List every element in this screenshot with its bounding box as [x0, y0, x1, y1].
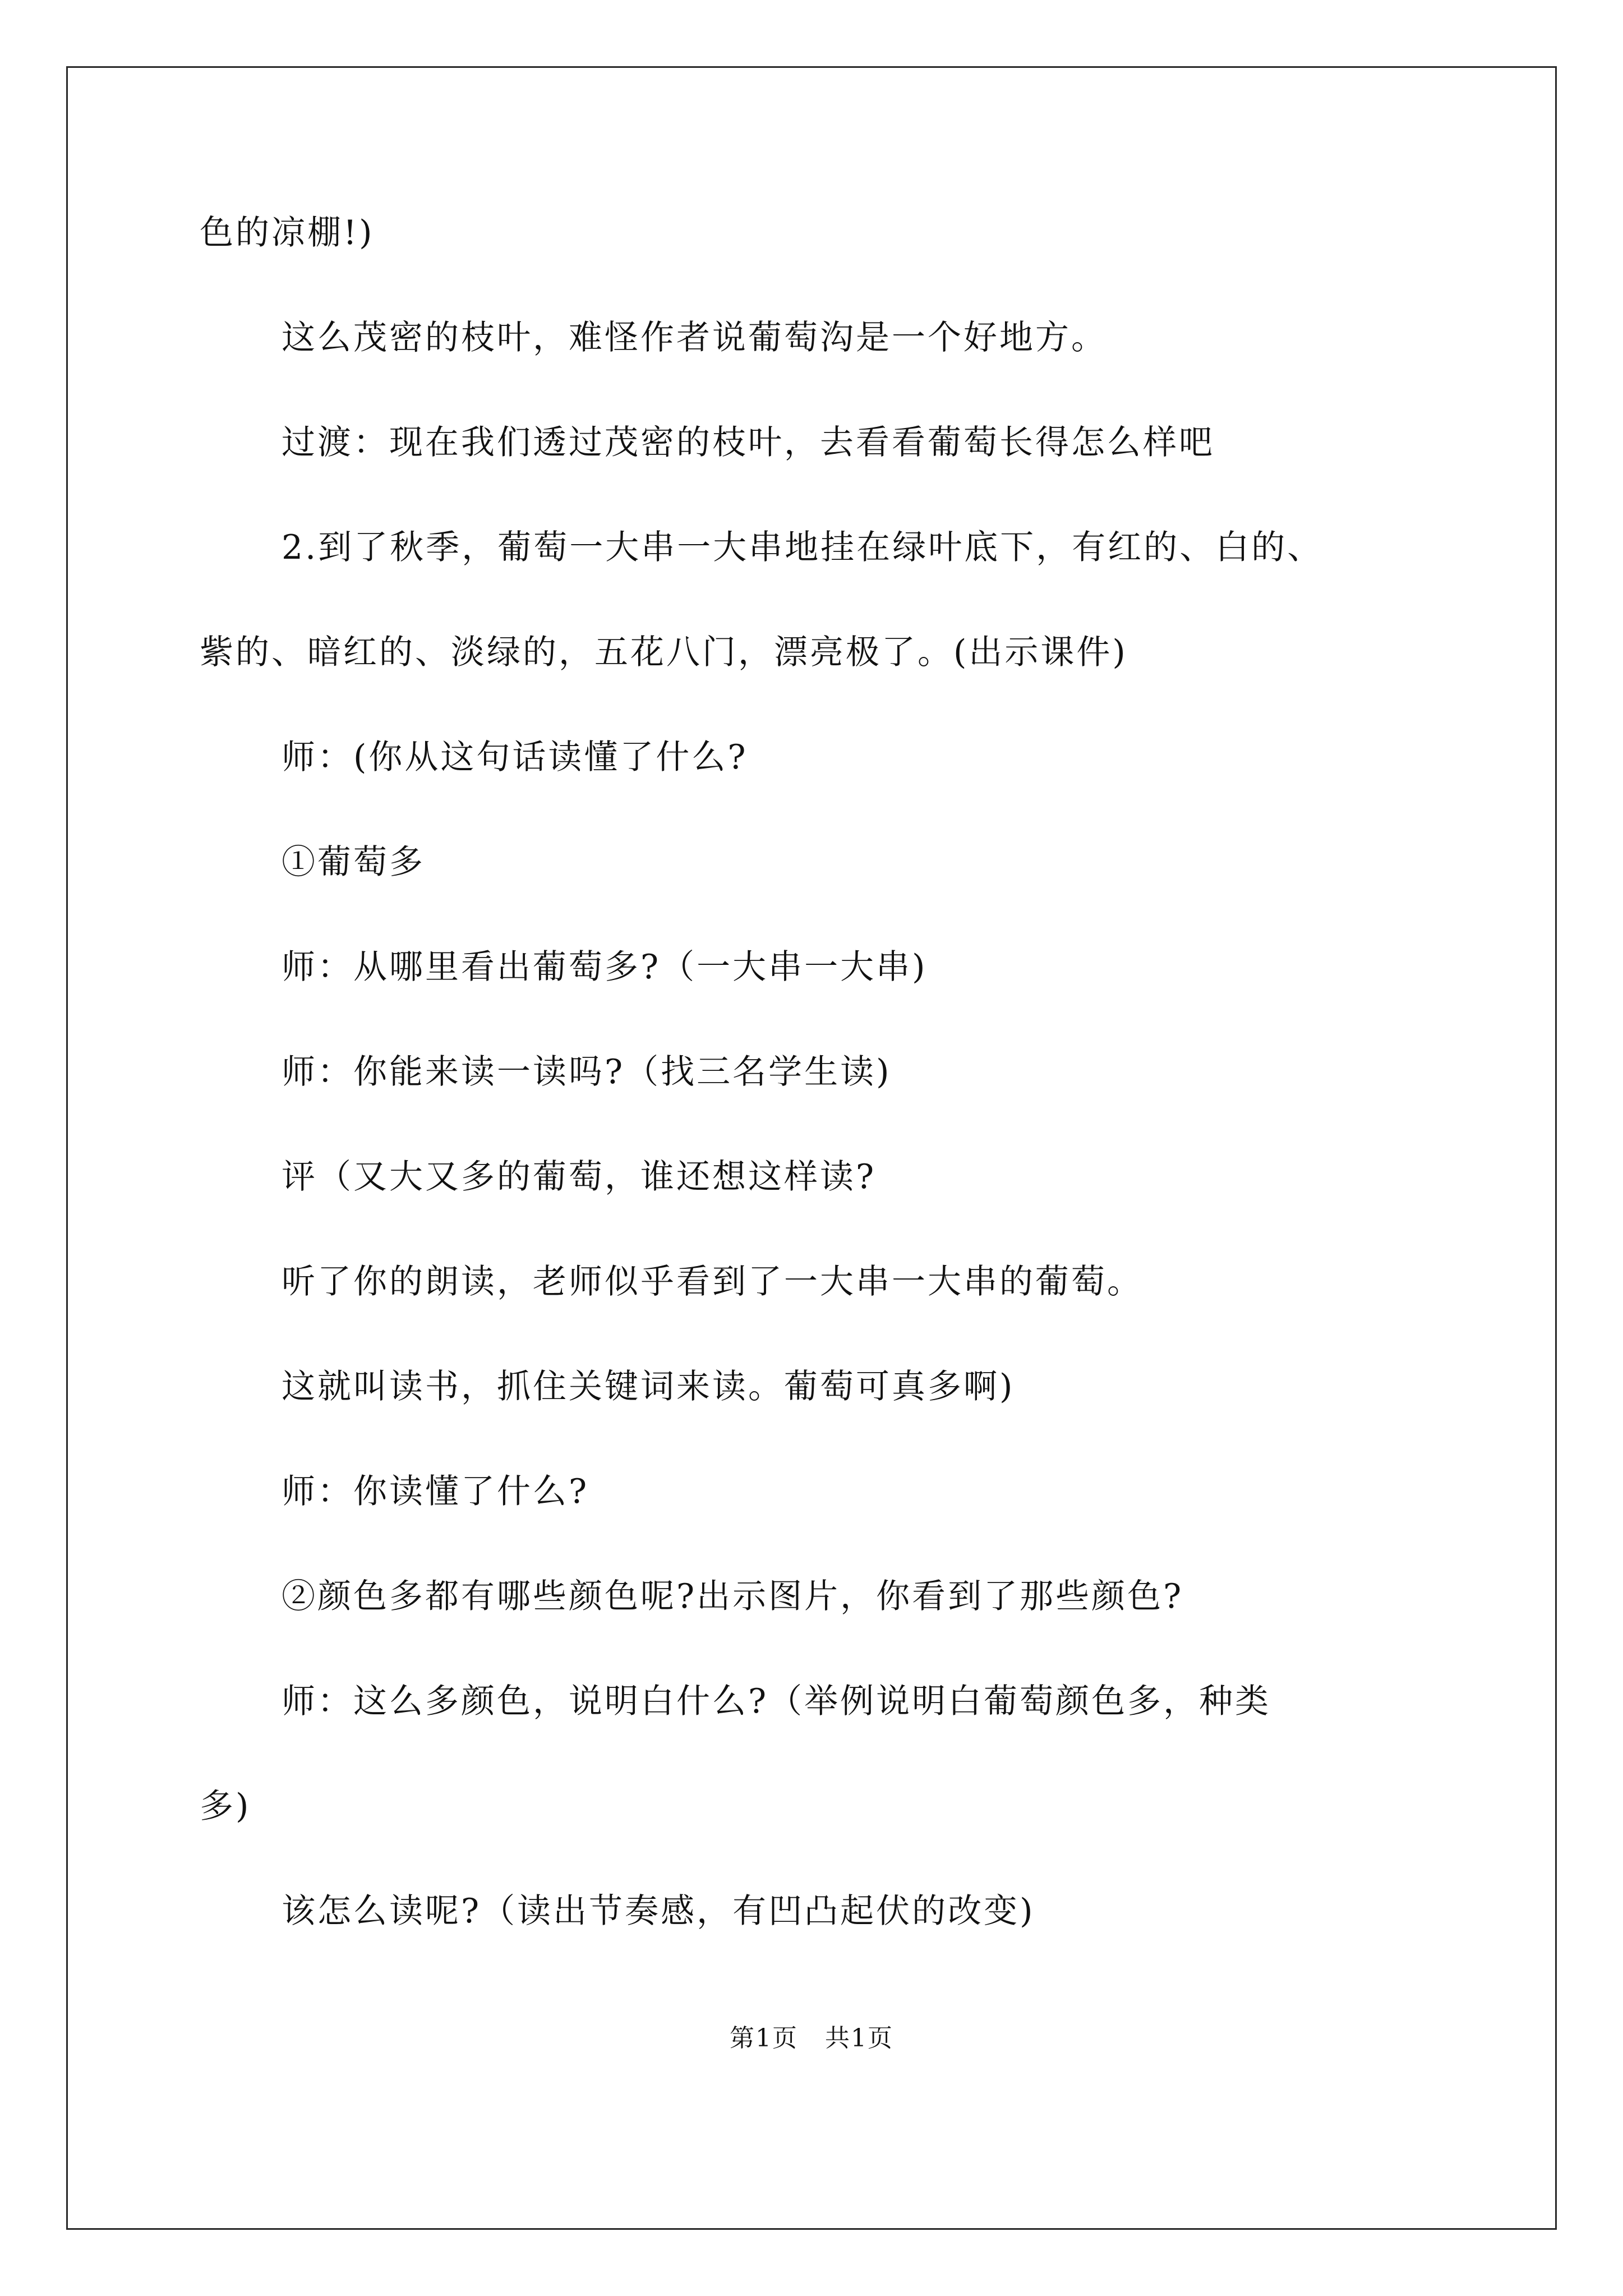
paragraph-line-11: 听了你的朗读，老师似乎看到了一大串一大串的葡萄。	[282, 1262, 1143, 1301]
paragraph-line-9: 师：你能来读一读吗?（找三名学生读)	[282, 1052, 892, 1092]
paragraph-line-8: 师：从哪里看出葡萄多?（一大串一大串)	[282, 947, 928, 987]
paragraph-line-5: 紫的、暗红的、淡绿的，五花八门，漂亮极了。(出示课件)	[200, 633, 1128, 672]
paragraph-line-15: 师：这么多颜色，说明白什么?（举例说明白葡萄颜色多，种类	[282, 1682, 1271, 1721]
paragraph-line-12: 这就叫读书，抓住关键词来读。葡萄可真多啊)	[282, 1367, 1015, 1406]
paragraph-line-13: 师：你读懂了什么?	[282, 1472, 589, 1511]
paragraph-line-14: ②颜色多都有哪些颜色呢?出示图片，你看到了那些颜色?	[282, 1577, 1184, 1616]
paragraph-line-10: 评（又大又多的葡萄，谁还想这样读?	[282, 1157, 877, 1197]
paragraph-line-16: 多)	[200, 1787, 251, 1826]
page-number-footer: 第1页 共1页	[730, 2024, 893, 2053]
paragraph-line-3: 过渡：现在我们透过茂密的枝叶，去看看葡萄长得怎么样吧	[282, 423, 1215, 462]
paragraph-line-4: 2.到了秋季，葡萄一大串一大串地挂在绿叶底下，有红的、白的、	[282, 528, 1324, 567]
paragraph-line-17: 该怎么读呢?（读出节奏感，有凹凸起伏的改变)	[282, 1892, 1035, 1931]
paragraph-line-7: ①葡萄多	[282, 843, 425, 882]
paragraph-line-2: 这么茂密的枝叶，难怪作者说葡萄沟是一个好地方。	[282, 318, 1107, 357]
paragraph-line-1: 色的凉棚!)	[200, 213, 375, 252]
paragraph-line-6: 师：(你从这句话读懂了什么?	[282, 738, 748, 777]
